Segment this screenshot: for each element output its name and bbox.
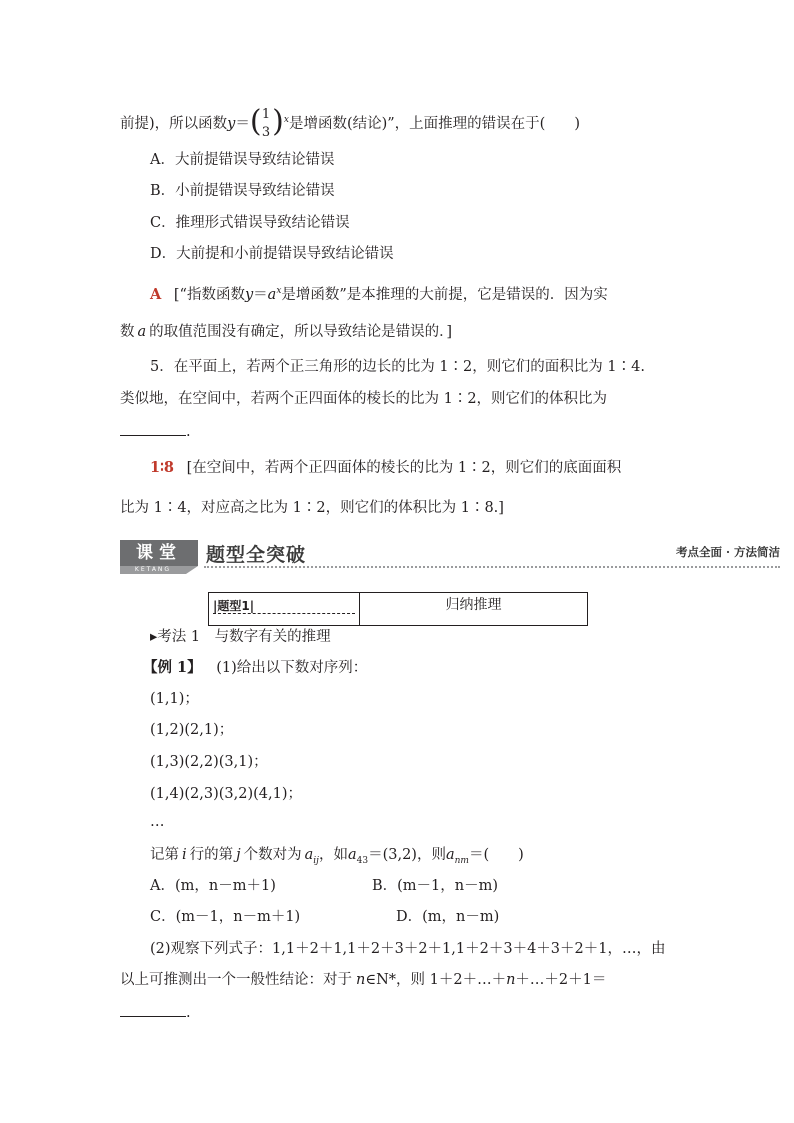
answer4-line2 [120, 322, 452, 342]
example1-tag: 【例 1】 [143, 659, 202, 676]
section-divider [204, 566, 780, 568]
answer4-text-d: 的取值范围没有确定，所以导致结论是错误的．] [149, 324, 453, 340]
example1-part2-line2 [120, 970, 606, 990]
section-title: 题型全突破 [206, 544, 307, 566]
q-text-2: 行的第 [189, 847, 234, 863]
q4-var-y: y [227, 116, 236, 132]
pair-row-4: (1,4)(2,3)(3,2)(4,1)； [150, 786, 302, 802]
q5-line3 [120, 421, 191, 442]
q5-line2: 类似地，在空间中，若两个正四面体的棱长的比为 1∶2，则它们的体积比为 [120, 391, 608, 407]
answer4-var-y: y [244, 286, 254, 303]
example1-option-a: A．(m，n－m＋1) [150, 878, 276, 894]
q-var-i: i [182, 847, 187, 863]
answer4-text-c: 数 [120, 324, 135, 340]
topic-label: |题型1| [213, 599, 255, 613]
badge-corner-shape [186, 566, 198, 574]
pair-row-2: (1,2)(2,1)； [150, 722, 234, 738]
answer5-text-a: [在空间中，若两个正四面体的棱长的比为 1∶2，则它们的底面面积 [186, 460, 622, 476]
p2-text-c: ＋…＋2＋1＝ [515, 972, 607, 988]
q4-option-b: B．小前提错误导致结论错误 [150, 183, 335, 199]
pair-row-1: (1,1)； [150, 691, 199, 707]
example1-part2-line1: (2)观察下列式子：1,1＋2＋1,1＋2＋3＋2＋1,1＋2＋3＋4＋3＋2＋1，…，由 [150, 941, 666, 957]
frac-numerator: 1 [261, 107, 271, 122]
p2-var-n: n [356, 972, 366, 988]
q-text-3: 个数对为 [243, 847, 302, 863]
topic-table [208, 592, 588, 626]
topic-label-cell [209, 593, 360, 625]
q-text-6: ＝( ) [468, 847, 524, 863]
section-badge-sub: KETANG [120, 566, 186, 574]
q-text-5: ＝(3,2)，则 [368, 847, 446, 863]
q4-option-d: D．大前提和小前提错误导致结论错误 [150, 246, 394, 262]
topic-title-cell: 归纳推理 [445, 597, 502, 613]
answer4-var-a2: a [137, 324, 147, 340]
q-sub-ij: ij [313, 855, 319, 866]
q4-option-a: A．大前提错误导致结论错误 [150, 152, 335, 168]
q-var-anm: a [445, 847, 455, 863]
q5-answer-blank [120, 421, 186, 436]
p2-var-n2: n [506, 972, 516, 988]
q-text-4: ，如 [318, 847, 348, 863]
q5-period: . [186, 424, 191, 440]
answer4-text-a: [“指数函数 [173, 286, 245, 303]
answer4-var-a: a [267, 286, 277, 303]
q4-line [120, 104, 580, 144]
example1-option-d: D．(m，n－m) [396, 909, 500, 925]
q4-prefix: 前提)，所以函数 [120, 116, 228, 132]
example1-option-c: C．(m－1，n－m＋1) [150, 909, 301, 925]
method-heading: ▸考法 1 与数字有关的推理 [150, 629, 331, 645]
q-var-a43: a [347, 847, 357, 863]
example1-question [150, 845, 524, 871]
q5-line1: 5．在平面上，若两个正三角形的边长的比为 1∶2，则它们的面积比为 1∶4. [150, 359, 645, 375]
frac-denominator: 3 [261, 125, 271, 140]
pair-row-ellipsis: … [150, 814, 165, 830]
p2-period: . [186, 1005, 191, 1021]
example1-option-b: B．(m－1，n－m) [372, 878, 499, 894]
q4-eq: ＝ [235, 116, 250, 132]
section-header [120, 536, 780, 574]
example1-intro-line [143, 658, 367, 678]
answer4-exp-x: x [276, 286, 282, 296]
pair-row-3: (1,3)(2,2)(3,1)； [150, 754, 268, 770]
section-tagline: 考点全面 · 方法简洁 [675, 545, 780, 559]
fraction-one-third: ( 1 3 ) [250, 104, 284, 144]
answer4-letter: A [150, 285, 162, 303]
topic-label-dash [213, 613, 355, 614]
answer4-text-b: 是增函数”是本推理的大前提，它是错误的．因为实 [281, 286, 608, 303]
q4-option-c: C．推理形式错误导致结论错误 [150, 215, 350, 231]
p2-text-b: ∈N*，则 1＋2＋…＋ [365, 972, 507, 988]
answer4-line1 [150, 281, 608, 305]
answer5-ratio: 1∶8 [150, 459, 174, 476]
section-badge: 课堂 [120, 540, 198, 566]
q-var-a: a [304, 847, 314, 863]
q-sub-nm: nm [454, 855, 469, 866]
answer5-line1 [150, 458, 621, 478]
p2-answer-blank [120, 1002, 186, 1017]
q-text-1: 记第 [150, 847, 179, 863]
p2-text-a: 以上可推测出一个一般性结论：对于 [120, 972, 352, 988]
q4-suffix: 是增函数(结论)”，上面推理的错误在于( ) [288, 116, 580, 132]
q4-exponent: x [283, 115, 289, 126]
example1-intro: (1)给出以下数对序列： [216, 660, 368, 676]
q-sub-43: 43 [356, 855, 369, 866]
answer4-eq: ＝ [253, 286, 268, 303]
answer5-line2: 比为 1∶4，对应高之比为 1∶2，则它们的体积比为 1∶8.] [120, 500, 504, 516]
example1-part2-line3 [120, 1002, 191, 1023]
q-var-j: j [236, 847, 241, 863]
